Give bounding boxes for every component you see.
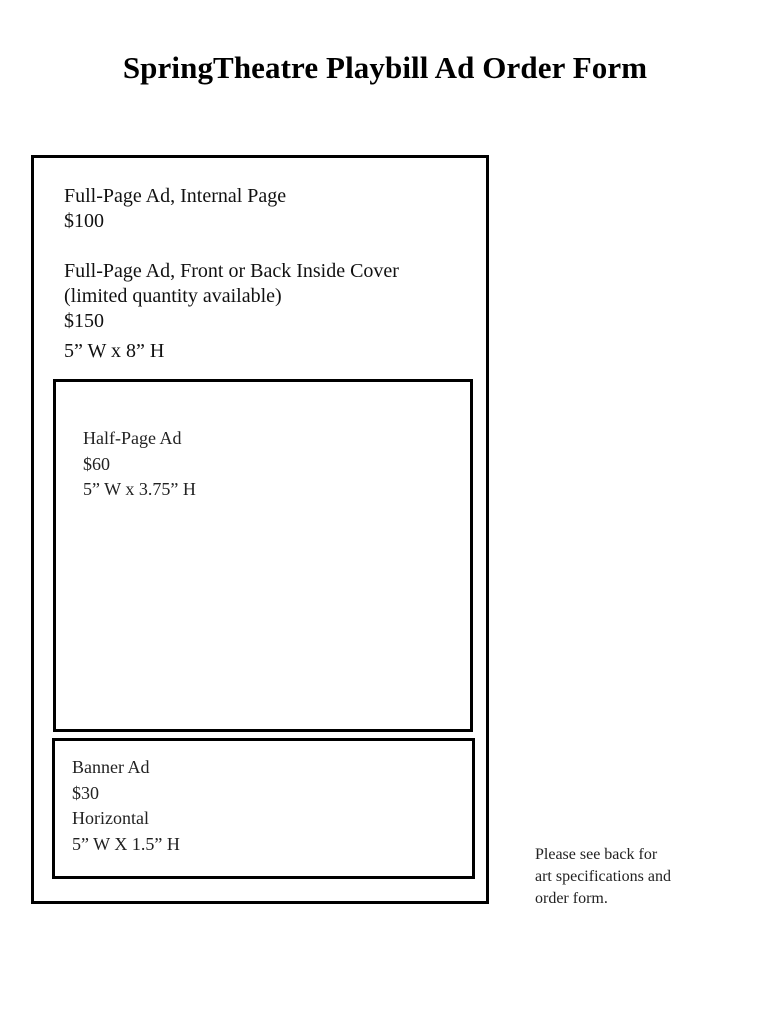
banner-ad-details	[72, 755, 180, 857]
banner-label: Banner Ad	[72, 757, 150, 777]
full-page-internal-label: Full-Page Ad, Internal Page	[64, 185, 287, 207]
page-title: SpringTheatre Playbill Ad Order Form	[122, 50, 648, 85]
half-page-dimensions: 5” W x 3.75” H	[83, 479, 196, 499]
half-page-ad-details	[83, 426, 196, 503]
full-page-ad-details	[64, 184, 399, 364]
banner-price: $30	[72, 782, 99, 803]
full-page-dimensions: 5” W x 8” H	[64, 340, 165, 362]
banner-orientation: Horizontal	[72, 808, 149, 828]
full-page-cover-label: Full-Page Ad, Front or Back Inside Cover	[64, 260, 399, 282]
half-page-label: Half-Page Ad	[83, 428, 182, 448]
note-line: art specifications and	[535, 868, 671, 885]
back-page-note	[535, 844, 735, 910]
note-line: Please see back for	[535, 846, 658, 863]
full-page-cover-note: (limited quantity available)	[64, 285, 282, 307]
note-line: order form.	[535, 890, 608, 907]
spacer	[64, 234, 399, 259]
half-page-price: $60	[83, 453, 110, 474]
full-page-cover-price: $150	[64, 310, 104, 332]
full-page-internal-price: $100	[64, 210, 104, 232]
banner-dimensions: 5” W X 1.5” H	[72, 833, 180, 854]
